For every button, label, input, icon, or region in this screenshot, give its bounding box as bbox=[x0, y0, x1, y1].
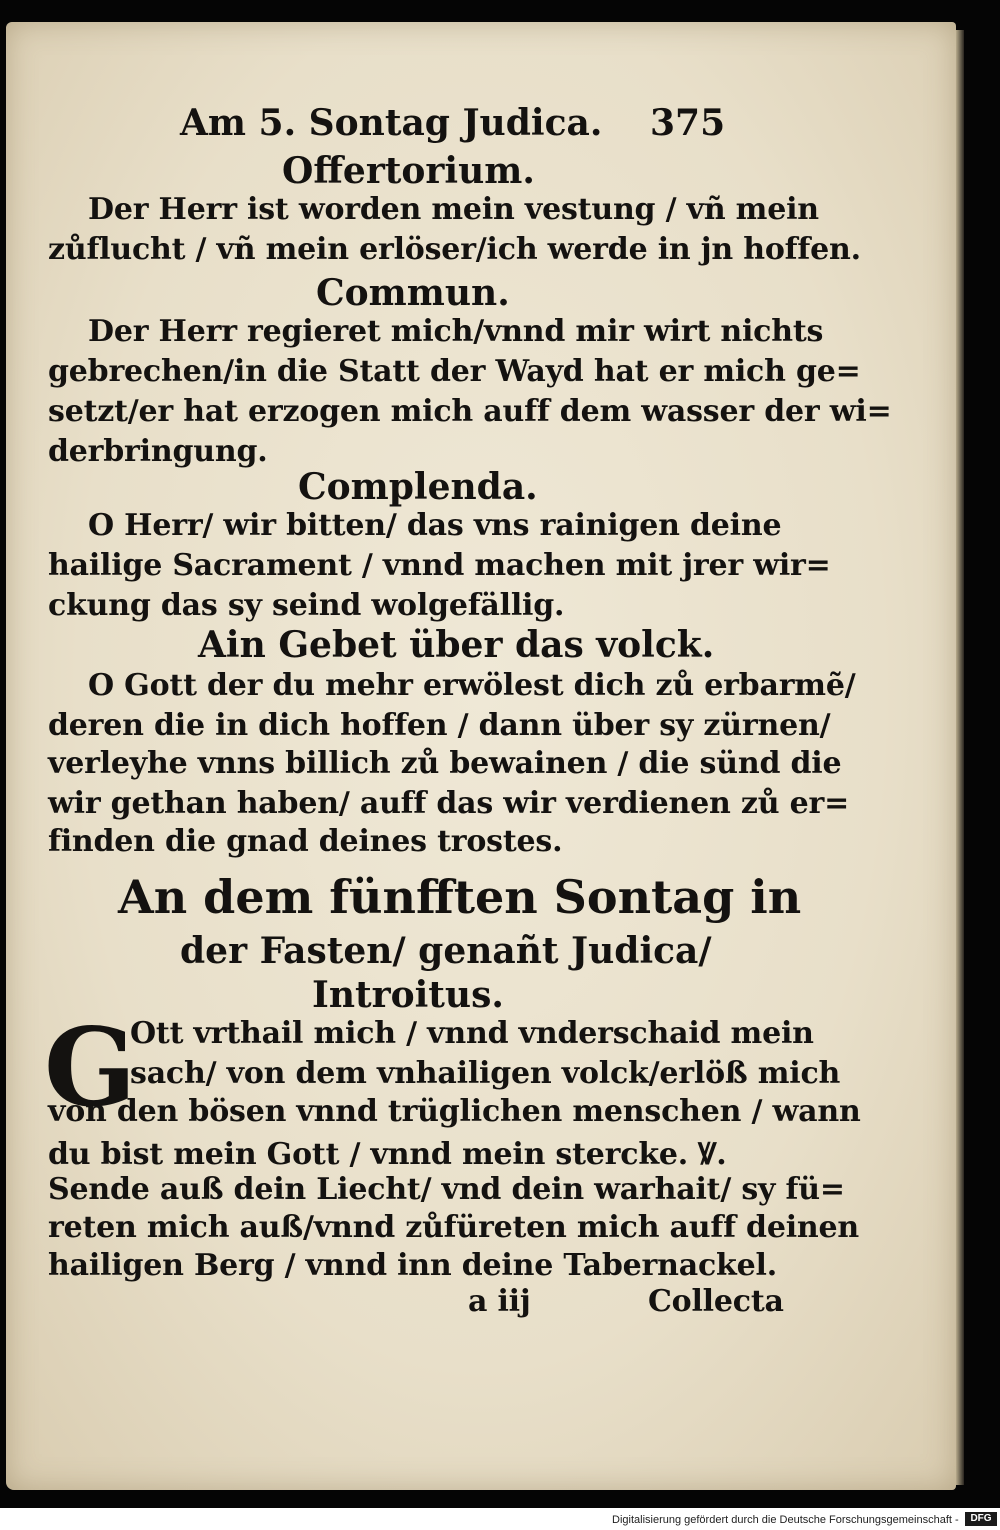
commun-line: gebrechen/in die Statt der Wayd hat er mich ge= bbox=[48, 354, 861, 389]
complenda-title: Complenda. bbox=[298, 466, 538, 508]
introitus-line: reten mich auß/vnnd zůfüreten mich auff deinen bbox=[48, 1210, 860, 1245]
complenda-line: hailige Sacrament / vnnd machen mit jrer wir= bbox=[48, 548, 831, 583]
complenda-line: O Herr/ wir bitten/ das vns rainigen deine bbox=[88, 508, 782, 543]
main-heading-line: der Fasten/ genañt Judica/ bbox=[180, 930, 712, 972]
commun-line: setzt/er hat erzogen mich auff dem wasser der wi= bbox=[48, 394, 892, 429]
main-heading-line: An dem fünfften Sontag in bbox=[118, 870, 802, 924]
introitus-line: hailigen Berg / vnnd inn deine Tabernackel. bbox=[48, 1248, 777, 1283]
signature-mark: a iij bbox=[468, 1284, 531, 1319]
gebet-line: verleyhe vnns billich zů bewainen / die sünd die bbox=[48, 746, 842, 781]
complenda-line: ckung das sy seind wolgefällig. bbox=[48, 588, 565, 623]
introitus-line: sach/ von dem vnhailigen volck/erlöß mich bbox=[130, 1056, 841, 1091]
commun-line: Der Herr regieret mich/vnnd mir wirt nichts bbox=[88, 314, 824, 349]
introitus-line: Ott vrthail mich / vnnd vnderschaid mein bbox=[130, 1016, 814, 1051]
page-number: 375 bbox=[650, 102, 726, 144]
gebet-line: wir gethan haben/ auff das wir verdienen zů er= bbox=[48, 786, 850, 821]
offertorium-line: zůflucht / vñ mein erlöser/ich werde in jn hoffen. bbox=[48, 232, 861, 267]
catchword: Collecta bbox=[648, 1284, 784, 1319]
offertorium-line: Der Herr ist worden mein vestung / vñ mein bbox=[88, 192, 819, 227]
funding-credit: Digitalisierung gefördert durch die Deutsche Forschungsgemeinschaft - bbox=[612, 1514, 959, 1526]
dfg-logo: DFG bbox=[965, 1512, 997, 1526]
commun-title: Commun. bbox=[316, 272, 510, 314]
gebet-line: finden die gnad deines trostes. bbox=[48, 824, 563, 859]
gebet-line: deren die in dich hoffen / dann über sy zürnen/ bbox=[48, 708, 831, 743]
offertorium-title: Offertorium. bbox=[282, 150, 535, 192]
introitus-line: du bist mein Gott / vnnd mein stercke. Ꝟ. bbox=[48, 1137, 727, 1172]
commun-line: derbringung. bbox=[48, 434, 268, 469]
introitus-title: Introitus. bbox=[312, 974, 504, 1016]
introitus-line: Sende auß dein Liecht/ vnd dein warhait/ sy fü= bbox=[48, 1172, 845, 1207]
drop-cap: G bbox=[44, 1005, 137, 1131]
running-title: Am 5. Sontag Judica. bbox=[180, 102, 603, 144]
gebet-line: O Gott der du mehr erwölest dich zů erbarmẽ/ bbox=[88, 668, 856, 703]
page-edge bbox=[956, 30, 964, 1485]
introitus-line: von den bösen vnnd trüglichen menschen / wann bbox=[48, 1094, 861, 1129]
gebet-title: Ain Gebet über das volck. bbox=[198, 624, 715, 666]
